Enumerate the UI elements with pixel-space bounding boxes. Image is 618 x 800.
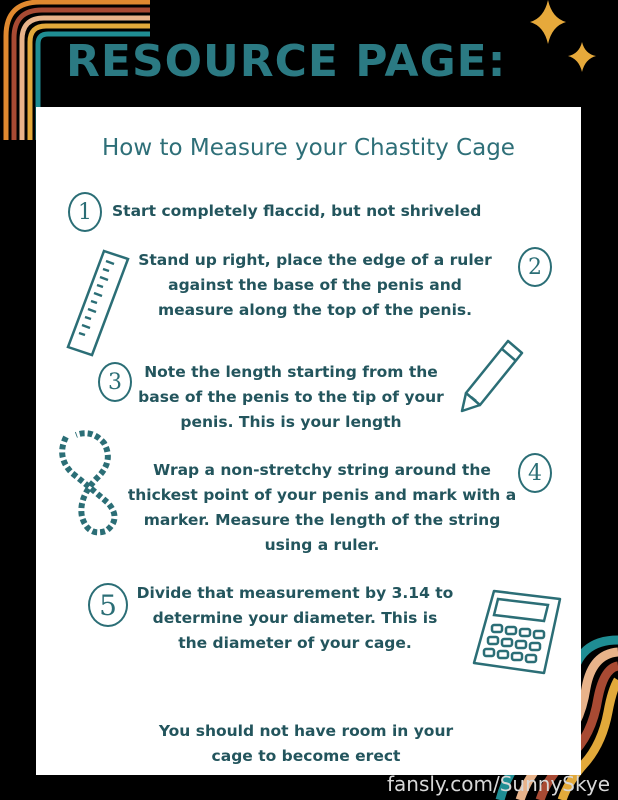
subtitle: How to Measure your Chastity Cage <box>102 135 515 161</box>
ruler-icon <box>62 247 132 359</box>
step-4-text: Wrap a non-stretchy string around the thickest point of your penis and mark with a marker. Measure the length of the string using a ruler. <box>127 461 517 554</box>
instruction-card <box>36 107 581 775</box>
step-2-text: Stand up right, place the edge of a ruler against the base of the penis and measure along the top of the penis. <box>138 251 492 319</box>
watermark: fansly.com/SunnySkye <box>386 772 610 796</box>
step-4-number: 4 <box>518 453 552 493</box>
page-title: RESOURCE PAGE: <box>66 36 507 87</box>
step-5-number: 5 <box>88 583 128 627</box>
step-3-text: Note the length starting from the base of the penis to the tip of your penis. This is your length <box>138 363 444 431</box>
step-1-text: Start completely flaccid, but not shriveled <box>112 202 482 220</box>
string-coil-icon <box>52 427 126 537</box>
closing-note: You should not have room in your cage to become erect <box>158 722 454 765</box>
step-3-number: 3 <box>98 362 132 402</box>
calculator-icon <box>468 587 564 677</box>
step-2-number: 2 <box>518 247 552 287</box>
step-1-number: 1 <box>68 192 102 232</box>
pencil-icon <box>456 335 528 415</box>
step-5-text: Divide that measurement by 3.14 to determine your diameter. This is the diameter of your cage. <box>136 584 454 652</box>
